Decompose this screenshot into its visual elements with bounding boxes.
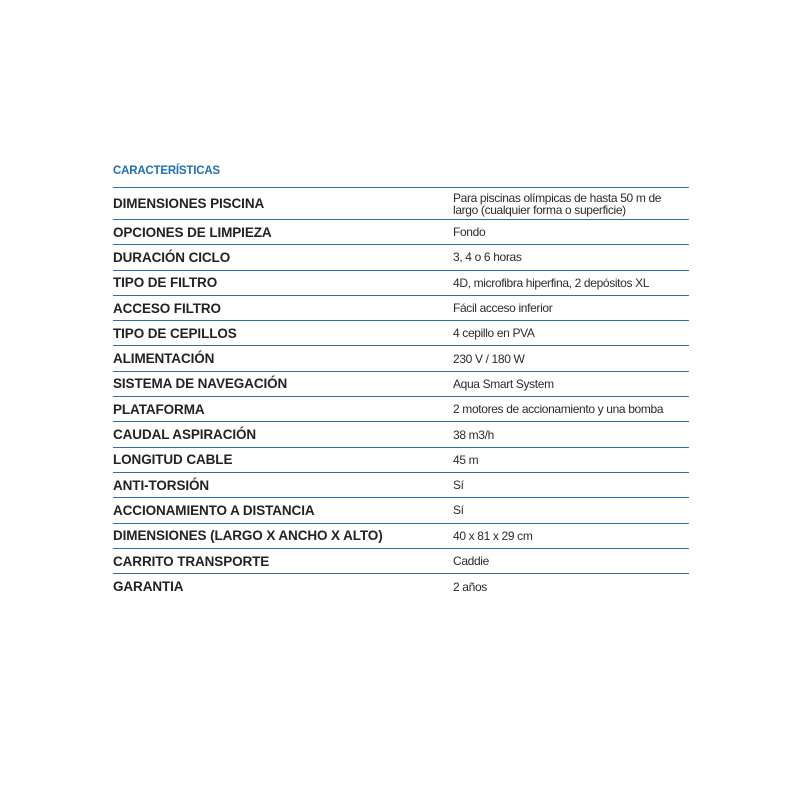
spec-label: ALIMENTACIÓN [113, 351, 215, 367]
spec-value: 3, 4 o 6 horas [453, 250, 522, 265]
spec-value: 40 x 81 x 29 cm [453, 528, 533, 543]
spec-row-remote-control [113, 498, 689, 523]
spec-value: 4 cepillo en PVA [453, 326, 535, 341]
spec-row-cleaning-options [113, 220, 689, 245]
spec-label: LONGITUD CABLE [113, 452, 233, 468]
spec-value: Fondo [453, 225, 486, 240]
spec-row-filter-access [113, 296, 689, 321]
spec-value: 4D, microfibra hiperfina, 2 depósitos XL [453, 275, 650, 290]
spec-value: 2 motores de accionamiento y una bomba [453, 402, 664, 417]
spec-value: Sí [453, 478, 464, 493]
spec-value: 45 m [453, 452, 479, 467]
spec-value: 2 años [453, 579, 487, 594]
spec-value: Aqua Smart System [453, 376, 554, 391]
spec-row-transport-cart [113, 549, 689, 574]
spec-label: CARRITO TRANSPORTE [113, 553, 270, 569]
spec-row-suction-flow [113, 422, 689, 447]
spec-label: ACCIONAMIENTO A DISTANCIA [113, 502, 315, 518]
spec-row-power-supply [113, 346, 689, 371]
specs-table [113, 187, 689, 599]
spec-value: 230 V / 180 W [453, 351, 525, 366]
spec-label: DURACIÓN CICLO [113, 249, 231, 265]
spec-label: ACCESO FILTRO [113, 300, 221, 316]
spec-label: DIMENSIONES (LARGO X ANCHO X ALTO) [113, 528, 383, 544]
spec-row-dimensions [113, 524, 689, 549]
spec-row-anti-twist [113, 473, 689, 498]
spec-row-platform [113, 397, 689, 422]
spec-value: 38 m3/h [453, 427, 494, 442]
spec-label: ANTI-TORSIÓN [113, 477, 210, 493]
spec-value: Fácil acceso inferior [453, 301, 553, 316]
spec-label: SISTEMA DE NAVEGACIÓN [113, 376, 288, 392]
spec-row-navigation-system [113, 372, 689, 397]
spec-value: Para piscinas olímpicas de hasta 50 m de largo (cualquier forma o superficie) [453, 190, 662, 217]
spec-label: OPCIONES DE LIMPIEZA [113, 224, 272, 240]
spec-label: PLATAFORMA [113, 401, 205, 417]
spec-value: Caddie [453, 554, 489, 568]
specifications-sheet [113, 163, 689, 599]
spec-label: CAUDAL ASPIRACIÓN [113, 427, 257, 443]
spec-value: Sí [453, 503, 464, 518]
spec-label: DIMENSIONES PISCINA [113, 196, 265, 211]
spec-row-pool-dimensions [113, 188, 689, 220]
spec-row-warranty [113, 574, 689, 599]
spec-label: TIPO DE CEPILLOS [113, 325, 237, 341]
spec-label: GARANTIA [113, 579, 184, 595]
spec-row-brush-type [113, 321, 689, 346]
spec-row-filter-type [113, 271, 689, 296]
spec-row-cable-length [113, 448, 689, 473]
section-title: CARACTERÍSTICAS [113, 165, 220, 177]
spec-label: TIPO DE FILTRO [113, 275, 218, 291]
spec-row-cycle-duration [113, 245, 689, 270]
